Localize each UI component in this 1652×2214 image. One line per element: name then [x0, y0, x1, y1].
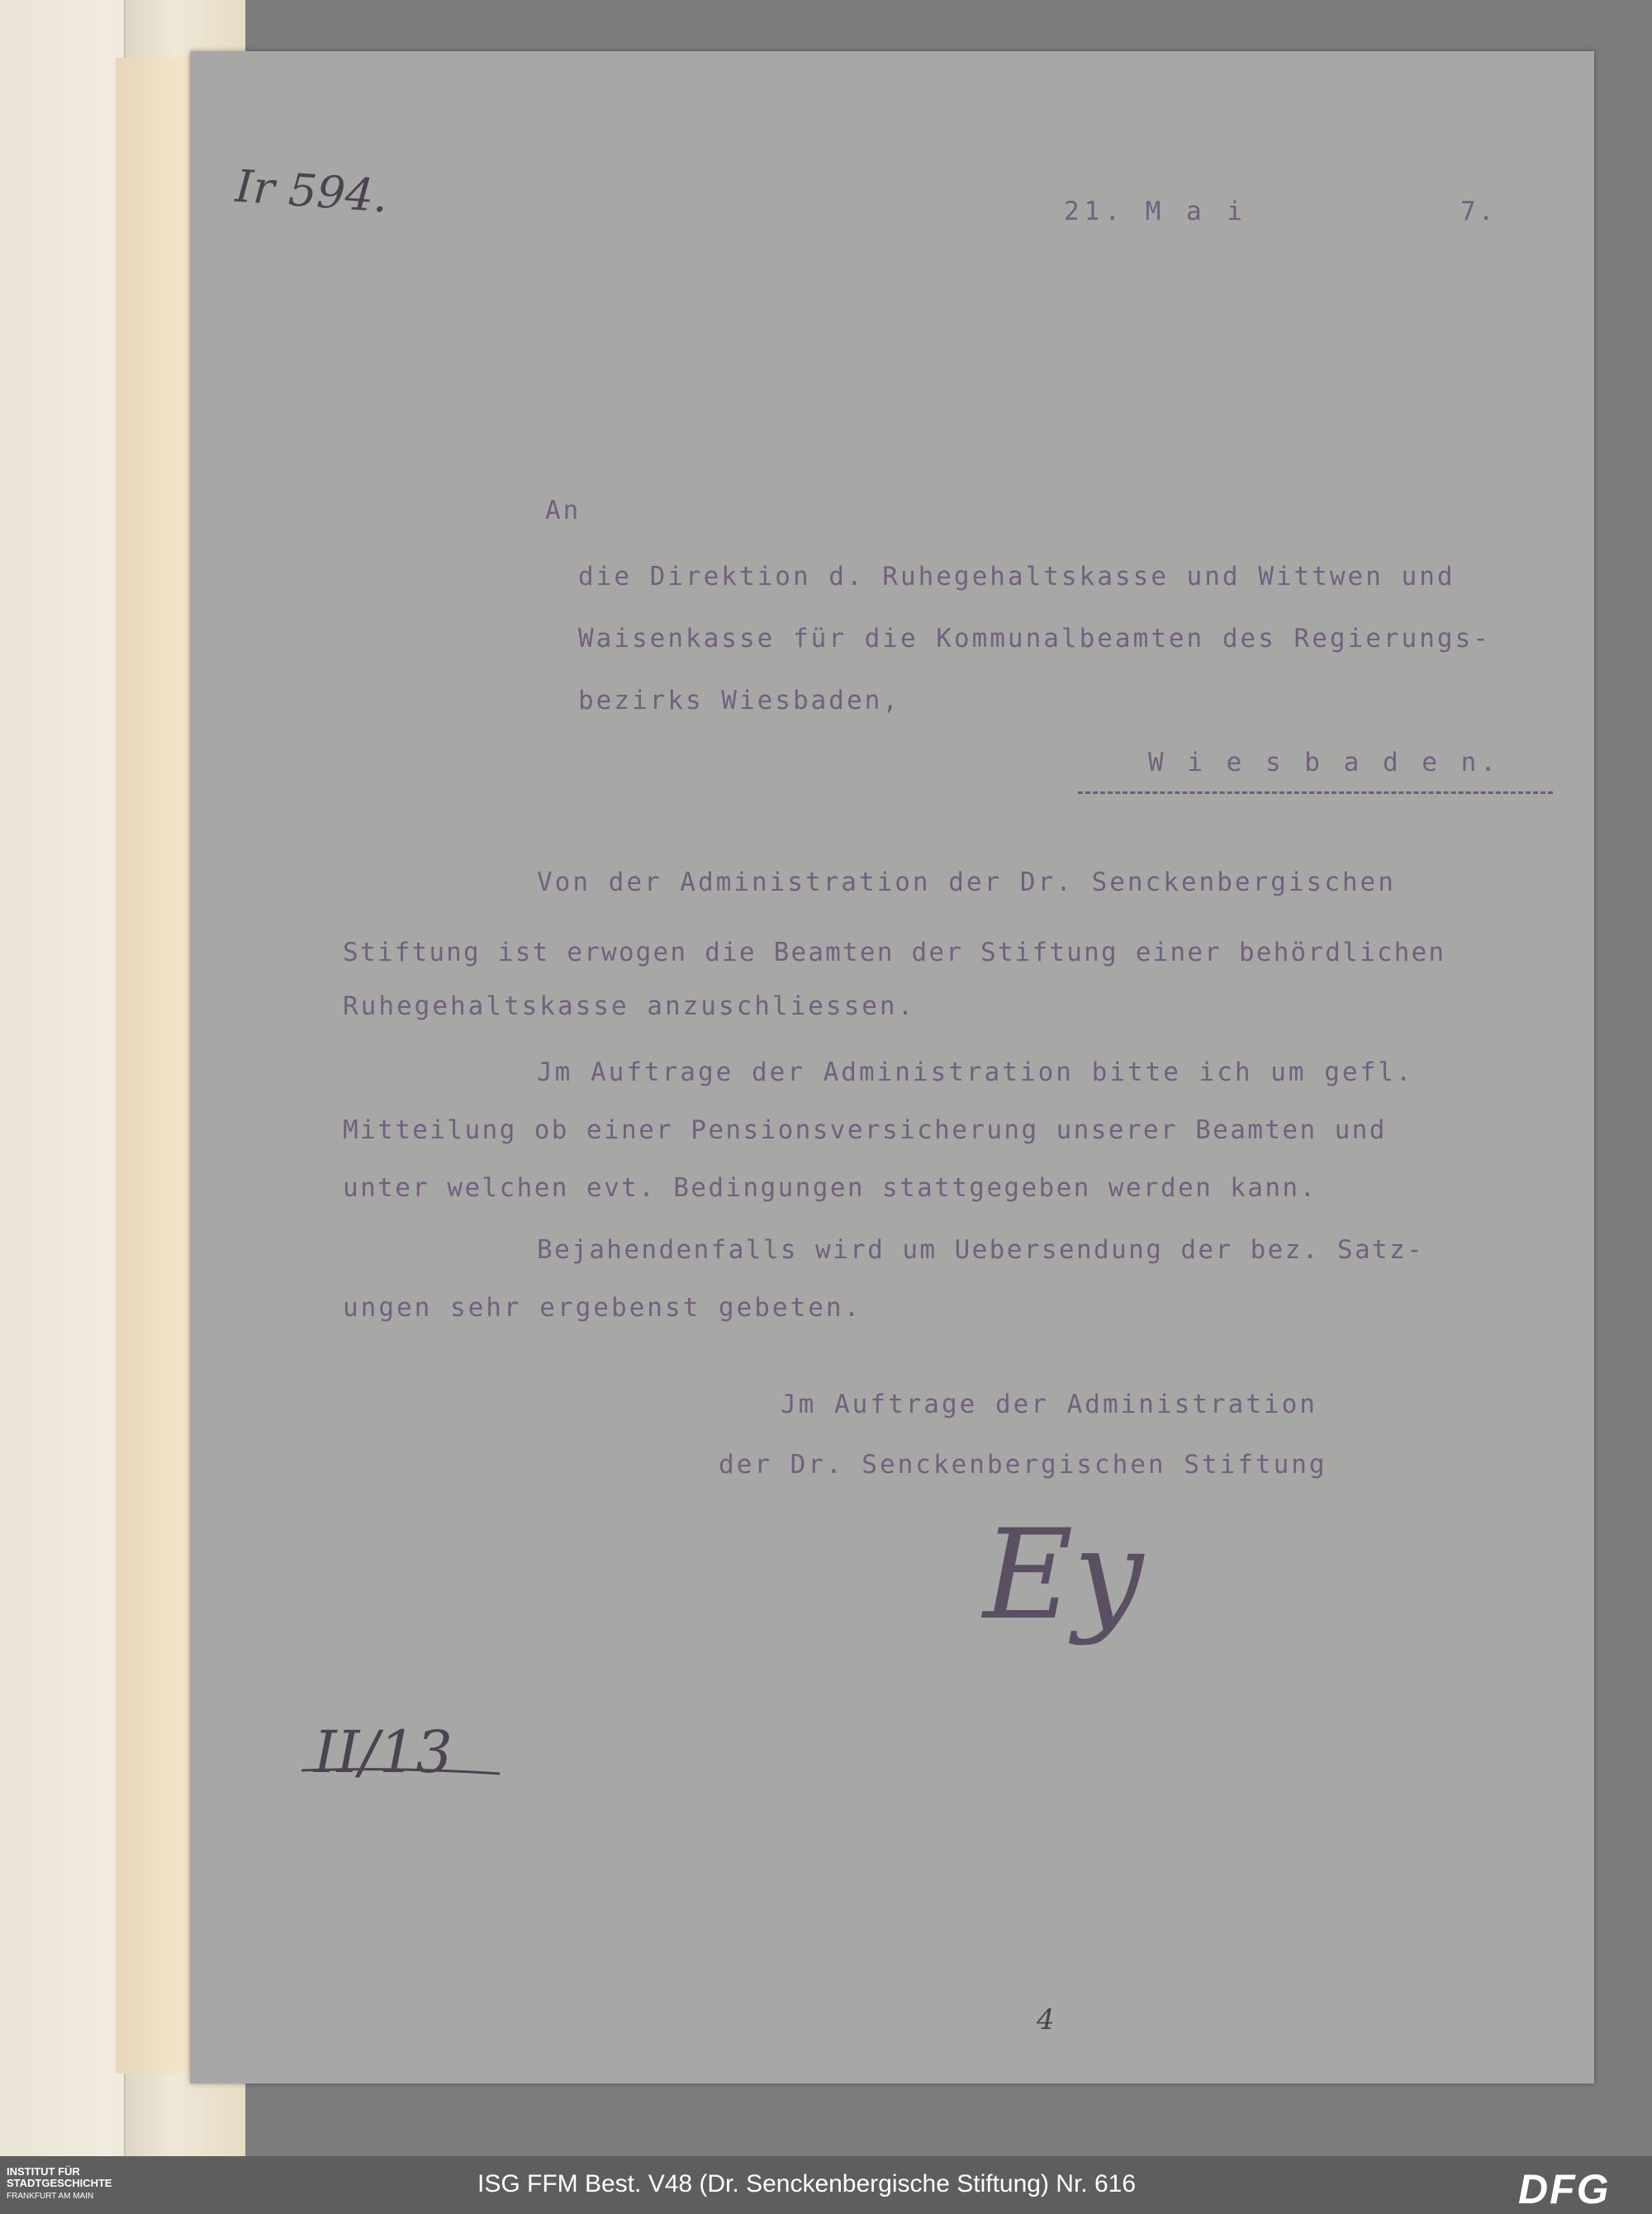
dfg-logo: DFG: [1518, 2166, 1611, 2212]
recipient-line-1: die Direktion d. Ruhegehaltskasse und Wittwen und: [578, 562, 1455, 592]
body-line-4: Jm Auftrage der Administration bitte ich um gefl.: [537, 1057, 1414, 1087]
body-line-3: Ruhegehaltskasse anzuschliessen.: [343, 991, 916, 1021]
recipient-city: W i e s b a d e n.: [1148, 748, 1500, 777]
salutation: An: [545, 496, 582, 525]
date-day-month: 21. M a i: [1064, 197, 1247, 226]
recipient-underline: [1078, 791, 1553, 794]
body-line-5: Mitteilung ob einer Pensionsversicherung unserer Beamten und: [343, 1115, 1387, 1145]
page-number: 4: [1037, 2003, 1055, 2036]
filing-mark-underline: [301, 1764, 508, 1789]
body-line-7: Bejahendenfalls wird um Uebersendung der bez. Satz-: [537, 1235, 1425, 1265]
date-year: 7.: [1460, 197, 1497, 226]
footer-title: ISG FFM Best. V48 (Dr. Senckenbergische Stiftung) Nr. 616: [477, 2170, 1137, 2197]
signature: Ey: [983, 1504, 1144, 1647]
footer-bar: [0, 2156, 1652, 2214]
institution-line-1: INSTITUT FÜR: [7, 2165, 80, 2178]
institution-line-2: STADTGESCHICHTE: [7, 2177, 112, 2189]
filing-mark: II/13: [314, 1718, 453, 1786]
body-line-2: Stiftung ist erwogen die Beamten der Stiftung einer behördlichen: [343, 938, 1446, 967]
recipient-line-3: bezirks Wiesbaden,: [578, 686, 900, 715]
closing-line-2: der Dr. Senckenbergischen Stiftung: [719, 1450, 1327, 1480]
institution-logo-text: [7, 2166, 112, 2202]
body-line-8: ungen sehr ergebenst gebeten.: [343, 1293, 862, 1323]
institution-line-3: FRANKFURT AM MAIN: [7, 2192, 94, 2201]
body-line-6: unter welchen evt. Bedingungen stattgegeben werden kann.: [343, 1173, 1317, 1203]
recipient-line-2: Waisenkasse für die Kommunalbeamten des Regierungs-: [578, 624, 1491, 653]
closing-line-1: Jm Auftrage der Administration: [781, 1390, 1317, 1419]
archive-note: Ir 594.: [234, 159, 390, 223]
body-line-1: Von der Administration der Dr. Senckenbergischen: [537, 867, 1396, 897]
